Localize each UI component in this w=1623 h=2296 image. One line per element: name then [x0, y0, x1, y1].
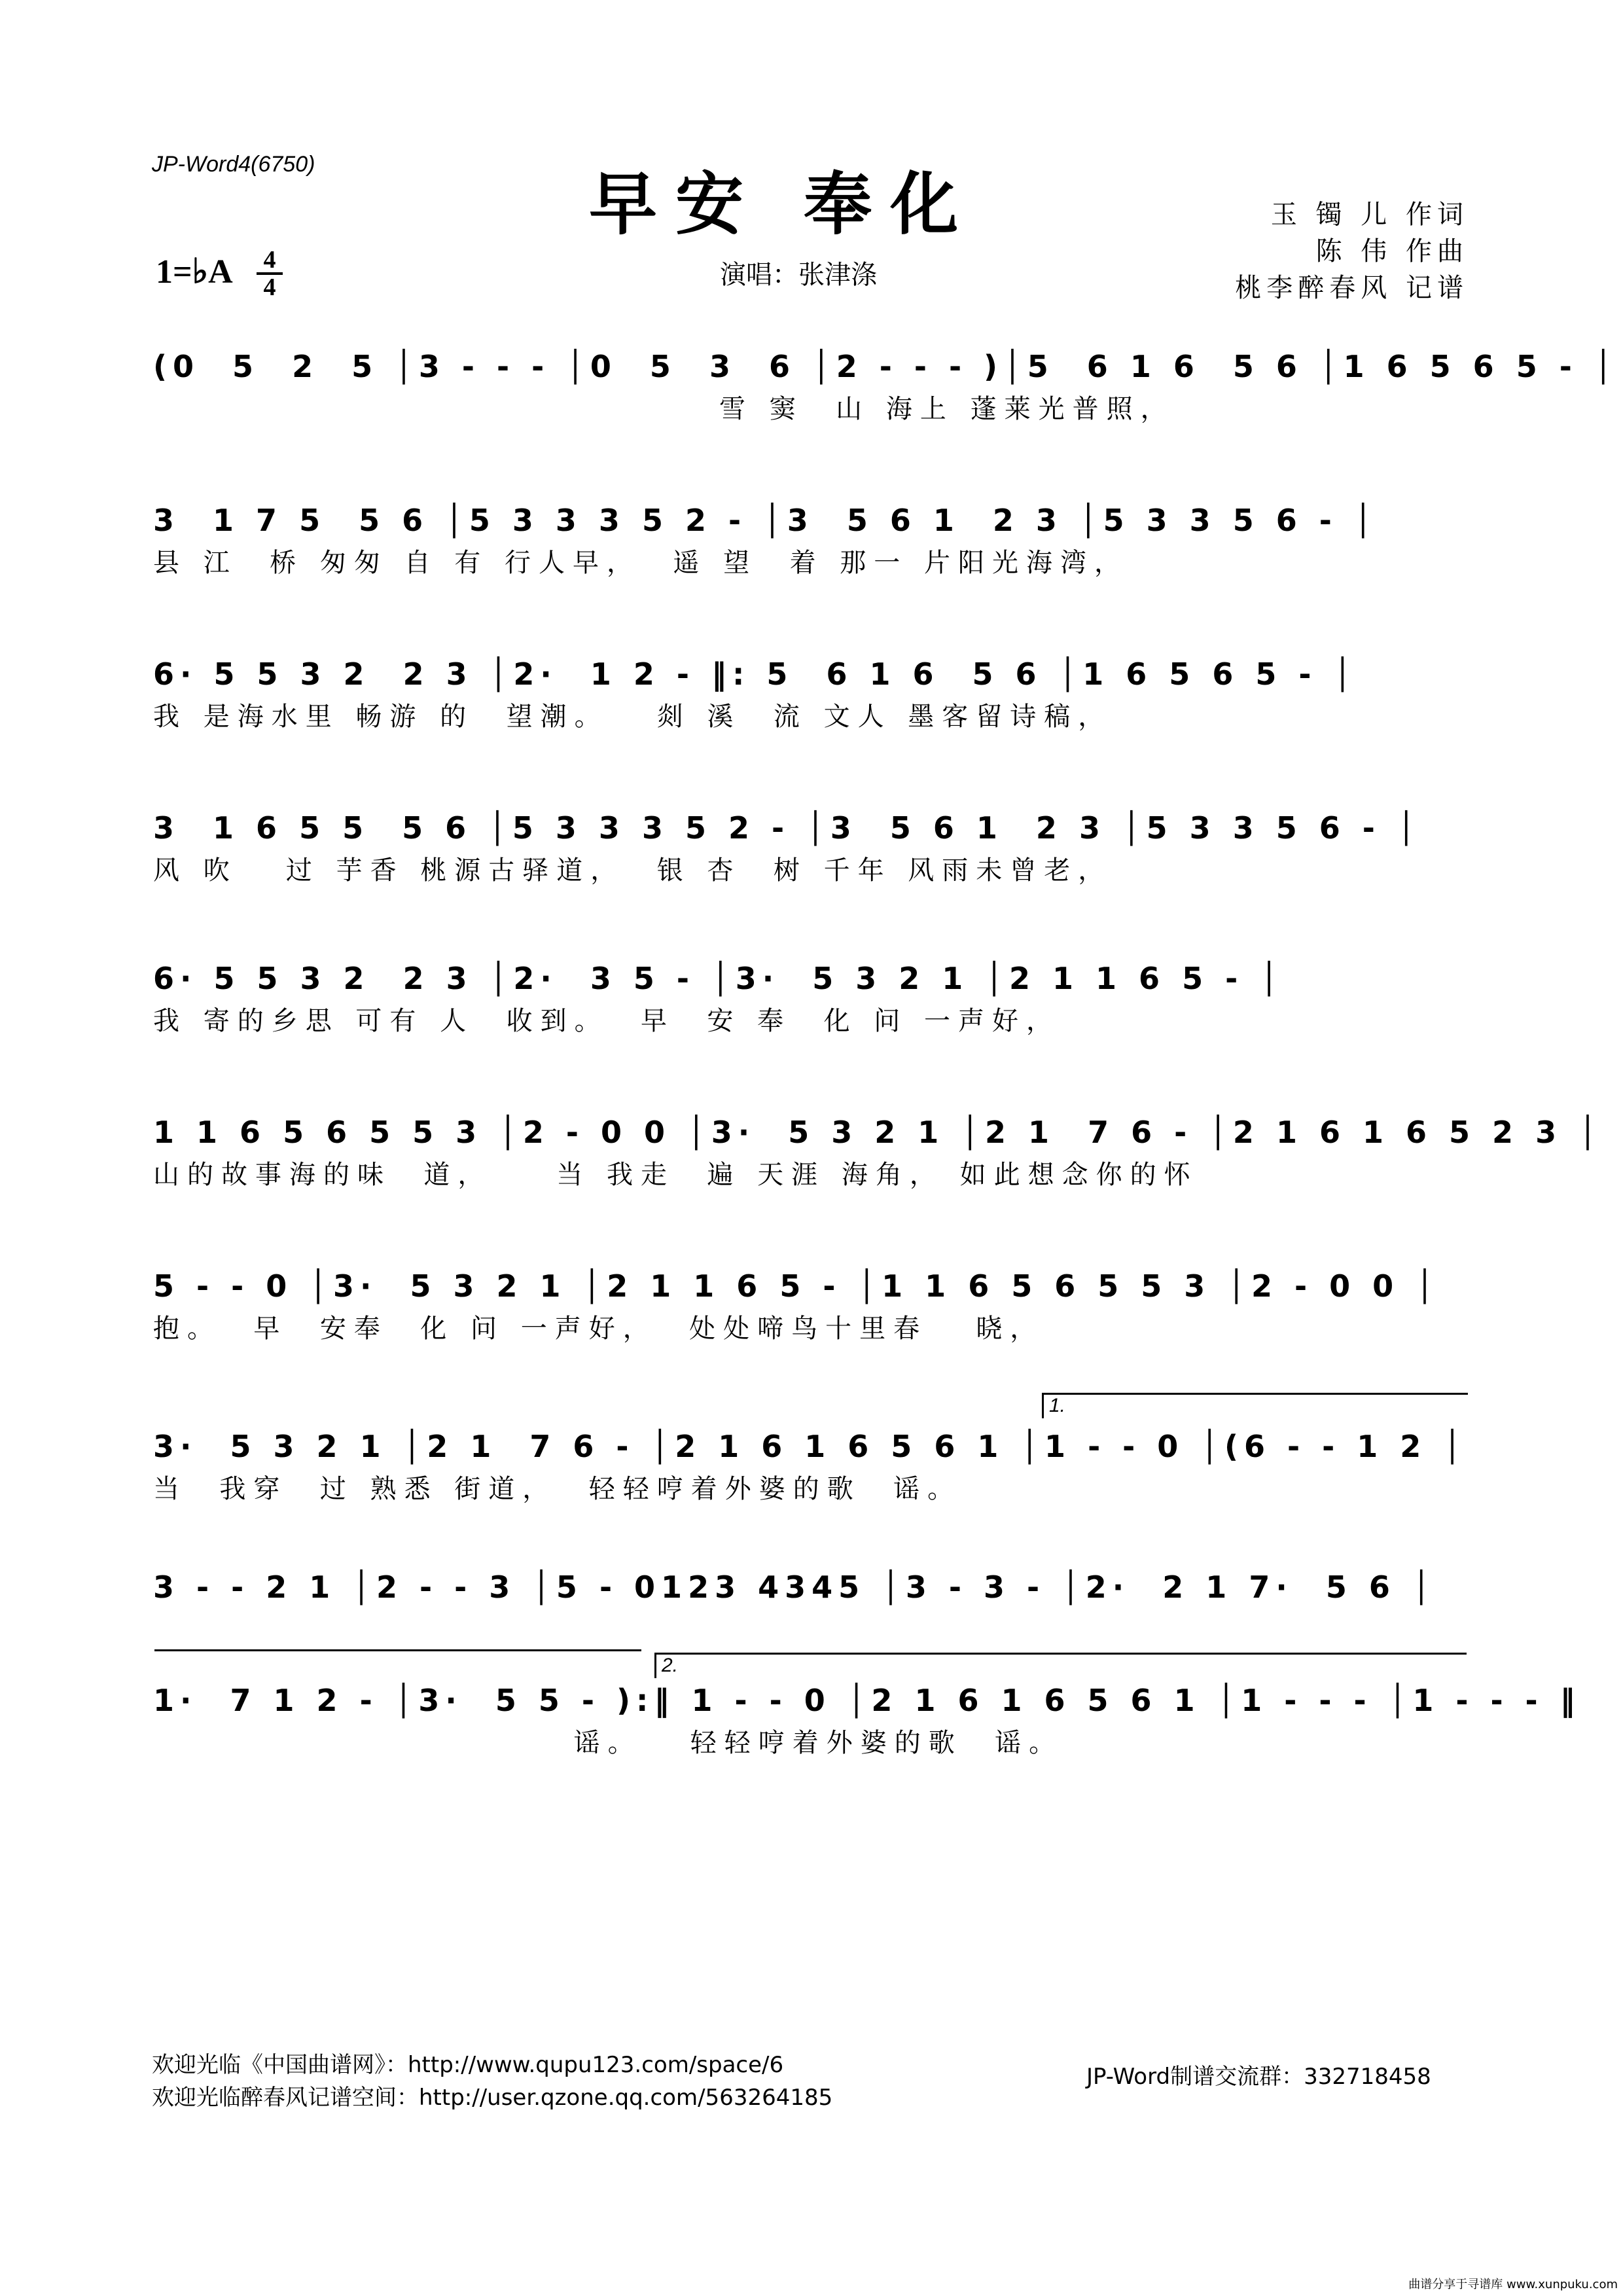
- notation-row: 1 1 6 5 6 5 5 3 │2 - 0 0 │3· 5 3 2 1 │2 1 7 6 - │2 1 6 1 6 5 2 3 │: [153, 1115, 1603, 1150]
- footer-link-qupu[interactable]: 欢迎光临《中国曲谱网》：http://www.qupu123.com/space/6: [152, 2052, 784, 2078]
- lyrics-row: 雪 窦 山 海上 蓬莱光普照，: [153, 394, 1175, 424]
- notation-row: (0 5 2 5 │3 - - - │0 5 3 6 │2 - - - )│5 6 1 6 5 6 │1 6 5 6 5 - │: [153, 349, 1618, 384]
- score-line-9: [153, 1568, 1469, 1607]
- footer-group-info: JP-Word制谱交流群：332718458: [1086, 2064, 1431, 2090]
- composer-credit: 陈 伟 作曲: [1315, 236, 1469, 266]
- repeat-bracket-line: [154, 1649, 641, 1651]
- lyrics-row: 风 吹 过 芋香 桃源古驿道， 银 杏 树 千年 风雨未曾老，: [153, 855, 1113, 886]
- score-line-10: [153, 1681, 1581, 1761]
- volta-1: 1.: [1042, 1393, 1468, 1418]
- lyricist-credit: 玉 镯 儿 作词: [1270, 200, 1469, 230]
- footer-links: [152, 2049, 832, 2114]
- notation-row: 6· 5 5 3 2 2 3 │2· 1 2 - ‖: 5 6 1 6 5 6 │1 6 5 6 5 - │: [153, 656, 1358, 692]
- lyrics-row: 当 我穿 过 熟悉 街道， 轻轻哼着外婆的歌 谣。: [153, 1474, 962, 1504]
- score-line-4: [153, 808, 1469, 888]
- source-label: JP-Word4(6750): [152, 152, 315, 177]
- lyrics-row: 抱。 早 安奉 化 问 一声好， 处处啼鸟十里春 晓，: [153, 1314, 1044, 1344]
- score-line-7: [153, 1266, 1469, 1346]
- transcriber-credit: 桃李醉春风 记谱: [1235, 273, 1469, 303]
- lyrics-row: 我 寄的乡思 可有 人 收到。 早 安 奉 化 问 一声好，: [153, 1006, 1061, 1036]
- lyrics-row: 我 是海水里 畅游 的 望潮。 剡 溪 流 文人 墨客留诗稿，: [153, 702, 1113, 732]
- meter-top: 4: [263, 246, 276, 274]
- singer-credit: 演唱：张津涤: [720, 260, 877, 290]
- watermark: 曲谱分享于寻谱库 www.xunpuku.com: [1408, 2278, 1618, 2291]
- lyrics-row: 县 江 桥 匆匆 自 有 行人早， 遥 望 着 那一 片阳光海湾，: [153, 548, 1129, 578]
- meter-bottom: 4: [257, 272, 283, 300]
- score-line-8: [153, 1427, 1469, 1507]
- notation-row: 3· 5 3 2 1 │2 1 7 6 - │2 1 6 1 6 5 6 1 │1 - - 0 │(6 - - 1 2 │: [153, 1429, 1468, 1464]
- notation-row: 3 - - 2 1 │2 - - 3 │5 - 0123 4345 │3 - 3 - │2· 2 1 7· 5 6 │: [153, 1570, 1436, 1605]
- credits-block: [1235, 196, 1469, 306]
- score-line-1: [153, 347, 1618, 427]
- score-line-5: [153, 959, 1469, 1039]
- notation-row: 3 1 7 5 5 6 │5 3 3 3 5 2 - │3 5 6 1 2 3 │5 3 3 5 6 - │: [153, 503, 1378, 538]
- time-signature: [257, 247, 283, 300]
- notation-row: 6· 5 5 3 2 2 3 │2· 3 5 - │3· 5 3 2 1 │2 1 1 6 5 - │: [153, 961, 1284, 996]
- lyrics-row: 山的故事海的味 道， 当 我走 遍 天涯 海角， 如此想念你的怀: [153, 1160, 1198, 1190]
- song-title: 早安 奉化: [589, 164, 977, 244]
- volta-2: 2.: [654, 1653, 1467, 1678]
- lyrics-row: 谣。 轻轻哼着外婆的歌 谣。: [153, 1728, 1063, 1758]
- score-line-2: [153, 501, 1469, 581]
- score-line-3: [153, 655, 1469, 734]
- score-line-6: [153, 1113, 1603, 1193]
- footer-link-qzone[interactable]: 欢迎光临醉春风记谱空间：http://user.qzone.qq.com/563264185: [152, 2085, 833, 2111]
- notation-row: 1· 7 1 2 - │3· 5 5 - ):‖ 1 - - 0 │2 1 6 1 6 5 6 1 │1 - - - │1 - - - ‖: [153, 1683, 1581, 1718]
- notation-row: 5 - - 0 │3· 5 3 2 1 │2 1 1 6 5 - │1 1 6 5 6 5 5 3 │2 - 0 0 │: [153, 1268, 1440, 1304]
- notation-row: 3 1 6 5 5 5 6 │5 3 3 3 5 2 - │3 5 6 1 2 3 │5 3 3 5 6 - │: [153, 810, 1421, 846]
- key-signature: 1=♭A: [156, 253, 233, 291]
